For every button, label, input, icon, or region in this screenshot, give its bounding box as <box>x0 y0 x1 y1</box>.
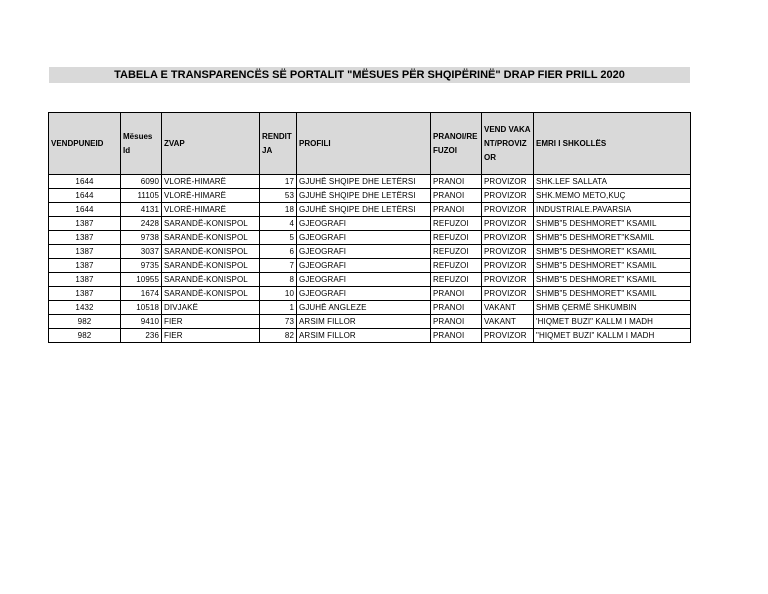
cell-vendpuneid: 982 <box>49 315 121 329</box>
cell-mesues-id: 9410 <box>121 315 162 329</box>
cell-mesues-id: 10518 <box>121 301 162 315</box>
cell-renditja: 17 <box>260 175 297 189</box>
cell-pranoi-refuzoi: REFUZOI <box>431 245 482 259</box>
cell-mesues-id: 9735 <box>121 259 162 273</box>
cell-zvap: SARANDË-KONISPOL <box>162 245 260 259</box>
cell-emri-shkolles: SHMB"5 DESHMORET" KSAMIL <box>534 273 691 287</box>
cell-pranoi-refuzoi: PRANOI <box>431 175 482 189</box>
cell-vend: VAKANT <box>482 301 534 315</box>
cell-pranoi-refuzoi: PRANOI <box>431 287 482 301</box>
cell-vendpuneid: 1432 <box>49 301 121 315</box>
cell-renditja: 1 <box>260 301 297 315</box>
cell-zvap: DIVJAKË <box>162 301 260 315</box>
cell-vendpuneid: 982 <box>49 329 121 343</box>
cell-renditja: 7 <box>260 259 297 273</box>
cell-emri-shkolles: INDUSTRIALE.PAVARSIA <box>534 203 691 217</box>
cell-profili: GJUHË SHQIPE DHE LETËRSI <box>297 189 431 203</box>
table-header-row <box>49 113 691 175</box>
header-renditja: RENDITJA <box>260 113 297 175</box>
table-row <box>49 329 691 343</box>
cell-vendpuneid: 1387 <box>49 273 121 287</box>
cell-renditja: 4 <box>260 217 297 231</box>
cell-zvap: SARANDË-KONISPOL <box>162 231 260 245</box>
cell-vend: PROVIZOR <box>482 189 534 203</box>
cell-zvap: FIER <box>162 329 260 343</box>
cell-pranoi-refuzoi: REFUZOI <box>431 273 482 287</box>
cell-emri-shkolles: SHMB"5 DESHMORET" KSAMIL <box>534 287 691 301</box>
cell-profili: GJEOGRAFI <box>297 259 431 273</box>
table-row <box>49 231 691 245</box>
cell-renditja: 10 <box>260 287 297 301</box>
cell-emri-shkolles: SHK.MEMO METO,KUÇ <box>534 189 691 203</box>
cell-emri-shkolles: SHMB"5 DESHMORET" KSAMIL <box>534 245 691 259</box>
cell-emri-shkolles: SHMB"5 DESHMORET" KSAMIL <box>534 259 691 273</box>
cell-vend: PROVIZOR <box>482 245 534 259</box>
cell-profili: ARSIM FILLOR <box>297 315 431 329</box>
cell-vend: PROVIZOR <box>482 273 534 287</box>
cell-mesues-id: 1674 <box>121 287 162 301</box>
cell-profili: GJEOGRAFI <box>297 245 431 259</box>
header-pranoi-refuzoi: PRANOI/REFUZOI <box>431 113 482 175</box>
table-row <box>49 259 691 273</box>
cell-pranoi-refuzoi: REFUZOI <box>431 217 482 231</box>
cell-mesues-id: 2428 <box>121 217 162 231</box>
table-row <box>49 189 691 203</box>
cell-vend: PROVIZOR <box>482 329 534 343</box>
cell-vend: PROVIZOR <box>482 259 534 273</box>
cell-mesues-id: 3037 <box>121 245 162 259</box>
table-row <box>49 175 691 189</box>
cell-vend: PROVIZOR <box>482 175 534 189</box>
cell-profili: GJUHË SHQIPE DHE LETËRSI <box>297 175 431 189</box>
cell-pranoi-refuzoi: REFUZOI <box>431 259 482 273</box>
cell-zvap: VLORË-HIMARË <box>162 203 260 217</box>
cell-zvap: SARANDË-KONISPOL <box>162 273 260 287</box>
cell-profili: GJEOGRAFI <box>297 231 431 245</box>
cell-vendpuneid: 1644 <box>49 189 121 203</box>
cell-renditja: 8 <box>260 273 297 287</box>
cell-vendpuneid: 1387 <box>49 217 121 231</box>
cell-profili: GJUHË ANGLEZE <box>297 301 431 315</box>
header-mesues-id: Mësues Id <box>121 113 162 175</box>
table-row <box>49 203 691 217</box>
table-row <box>49 287 691 301</box>
cell-mesues-id: 11105 <box>121 189 162 203</box>
page-title: TABELA E TRANSPARENCËS SË PORTALIT "MËSUES PËR SHQIPËRINË" DRAP FIER PRILL 2020 <box>49 67 690 83</box>
cell-vendpuneid: 1644 <box>49 175 121 189</box>
cell-pranoi-refuzoi: PRANOI <box>431 301 482 315</box>
cell-mesues-id: 9738 <box>121 231 162 245</box>
header-profili: PROFILI <box>297 113 431 175</box>
cell-emri-shkolles: "HIQMET BUZI" KALLM I MADH <box>534 329 691 343</box>
cell-zvap: VLORË-HIMARË <box>162 175 260 189</box>
cell-pranoi-refuzoi: PRANOI <box>431 189 482 203</box>
table-row <box>49 245 691 259</box>
cell-zvap: VLORË-HIMARË <box>162 189 260 203</box>
header-zvap: ZVAP <box>162 113 260 175</box>
cell-vendpuneid: 1387 <box>49 287 121 301</box>
cell-renditja: 18 <box>260 203 297 217</box>
header-emri-i-shkolles: EMRI I SHKOLLËS <box>534 113 691 175</box>
cell-vendpuneid: 1387 <box>49 231 121 245</box>
cell-mesues-id: 6090 <box>121 175 162 189</box>
cell-profili: GJEOGRAFI <box>297 217 431 231</box>
cell-renditja: 5 <box>260 231 297 245</box>
cell-renditja: 73 <box>260 315 297 329</box>
cell-emri-shkolles: SHMB"5 DESHMORET"KSAMIL <box>534 231 691 245</box>
cell-mesues-id: 236 <box>121 329 162 343</box>
header-vendpuneid: VENDPUNEID <box>49 113 121 175</box>
cell-mesues-id: 4131 <box>121 203 162 217</box>
cell-pranoi-refuzoi: REFUZOI <box>431 231 482 245</box>
cell-pranoi-refuzoi: PRANOI <box>431 203 482 217</box>
cell-vend: PROVIZOR <box>482 287 534 301</box>
cell-zvap: SARANDË-KONISPOL <box>162 217 260 231</box>
cell-renditja: 6 <box>260 245 297 259</box>
cell-emri-shkolles: SHK.LEF SALLATA <box>534 175 691 189</box>
cell-profili: GJEOGRAFI <box>297 273 431 287</box>
cell-vend: VAKANT <box>482 315 534 329</box>
table-row <box>49 315 691 329</box>
cell-vend: PROVIZOR <box>482 231 534 245</box>
cell-vend: PROVIZOR <box>482 203 534 217</box>
table-row <box>49 301 691 315</box>
cell-emri-shkolles: SHMB"5 DESHMORET" KSAMIL <box>534 217 691 231</box>
cell-zvap: SARANDË-KONISPOL <box>162 287 260 301</box>
cell-zvap: FIER <box>162 315 260 329</box>
table-row <box>49 217 691 231</box>
cell-pranoi-refuzoi: PRANOI <box>431 329 482 343</box>
cell-vendpuneid: 1387 <box>49 245 121 259</box>
cell-renditja: 53 <box>260 189 297 203</box>
cell-vendpuneid: 1644 <box>49 203 121 217</box>
cell-emri-shkolles: SHMB ÇERMË SHKUMBIN <box>534 301 691 315</box>
cell-mesues-id: 10955 <box>121 273 162 287</box>
cell-renditja: 82 <box>260 329 297 343</box>
cell-vend: PROVIZOR <box>482 217 534 231</box>
cell-profili: GJEOGRAFI <box>297 287 431 301</box>
cell-vendpuneid: 1387 <box>49 259 121 273</box>
cell-profili: ARSIM FILLOR <box>297 329 431 343</box>
cell-emri-shkolles: 'HIQMET BUZI" KALLM I MADH <box>534 315 691 329</box>
transparency-table <box>48 112 691 343</box>
cell-pranoi-refuzoi: PRANOI <box>431 315 482 329</box>
table-row <box>49 273 691 287</box>
header-vend-vakant-provizor: VEND VAKANT/PROVIZOR <box>482 113 534 175</box>
cell-profili: GJUHË SHQIPE DHE LETËRSI <box>297 203 431 217</box>
cell-zvap: SARANDË-KONISPOL <box>162 259 260 273</box>
